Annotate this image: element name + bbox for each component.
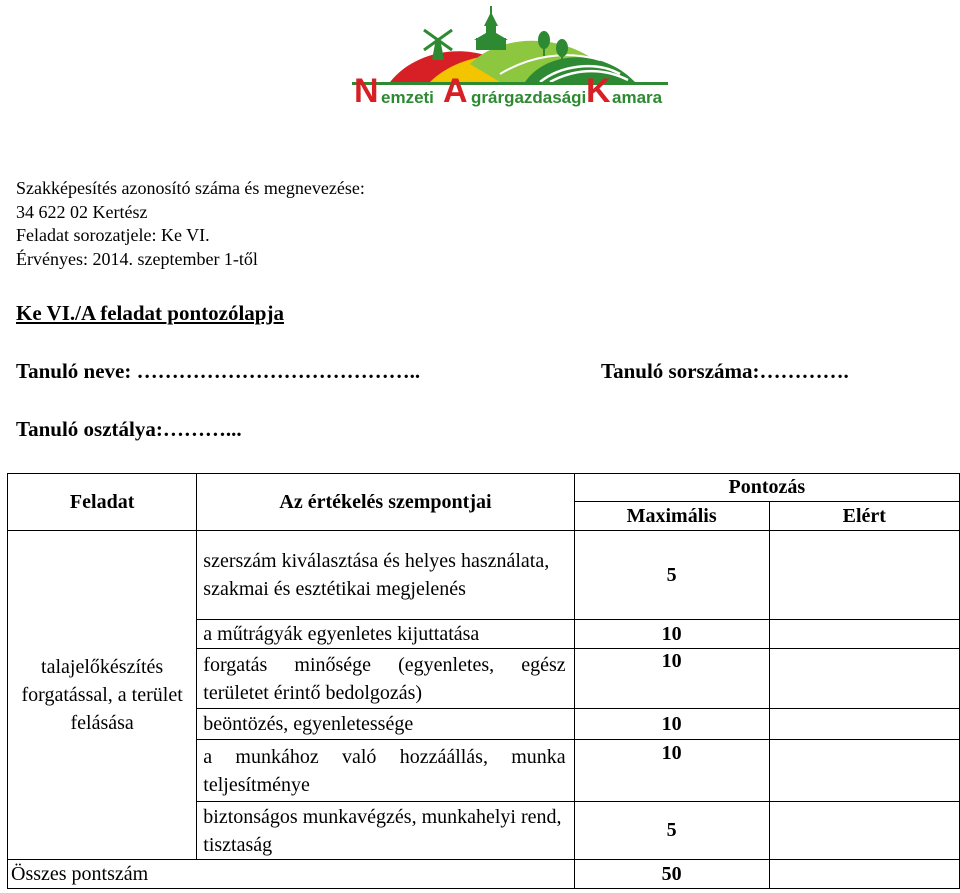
criterion-cell: beöntözés, egyenletessége bbox=[197, 709, 574, 740]
logo-letter-k: K bbox=[586, 72, 611, 110]
info-line-qualification: Szakképesítés azonosító száma és megnevezése: bbox=[16, 178, 365, 198]
max-score-cell: 10 bbox=[574, 649, 769, 709]
total-max-score: 50 bbox=[574, 860, 769, 889]
logo-word-agrargazdasagi: grárgazdasági bbox=[471, 88, 587, 107]
logo-word-kamara: amara bbox=[612, 88, 663, 107]
chamber-logo-text bbox=[352, 72, 668, 110]
logo-letter-n: N bbox=[354, 72, 379, 110]
church-icon bbox=[474, 6, 508, 50]
criterion-cell: a munkához való hozzáállás, munka teljesítménye bbox=[197, 740, 574, 802]
header-achieved: Elért bbox=[769, 502, 959, 531]
criterion-cell: a műtrágyák egyenletes kijuttatása bbox=[197, 620, 574, 649]
student-name-field[interactable]: Tanuló neve: ………………………………….. bbox=[16, 359, 421, 383]
info-line-code: 34 622 02 Kertész bbox=[16, 201, 148, 222]
logo-letter-a: A bbox=[443, 72, 468, 110]
max-score-cell: 10 bbox=[574, 740, 769, 802]
max-score-cell: 10 bbox=[574, 620, 769, 649]
header-criteria: Az értékelés szempontjai bbox=[197, 474, 574, 531]
info-line-valid: Érvényes: 2014. szeptember 1-től bbox=[16, 248, 258, 269]
logo-word-nemzeti: emzeti bbox=[381, 88, 434, 107]
total-row bbox=[8, 860, 960, 889]
achieved-score-cell[interactable] bbox=[769, 709, 959, 740]
header-scoring: Pontozás bbox=[574, 474, 959, 502]
criterion-cell: forgatás minősége (egyenletes, egész területet érintő bedolgozás) bbox=[197, 649, 574, 709]
header-max: Maximális bbox=[574, 502, 769, 531]
total-label: Összes pontszám bbox=[8, 860, 575, 889]
max-score-cell: 5 bbox=[574, 531, 769, 620]
header-task: Feladat bbox=[8, 474, 197, 531]
achieved-score-cell[interactable] bbox=[769, 531, 959, 620]
info-line-series: Feladat sorozatjele: Ke VI. bbox=[16, 225, 210, 246]
qualification-info bbox=[16, 177, 365, 271]
achieved-score-cell[interactable] bbox=[769, 620, 959, 649]
max-score-cell: 10 bbox=[574, 709, 769, 740]
total-achieved-score[interactable] bbox=[769, 860, 959, 889]
max-score-cell: 5 bbox=[574, 802, 769, 860]
student-number-field[interactable]: Tanuló sorszáma:…………. bbox=[601, 359, 849, 383]
scoring-table bbox=[7, 473, 960, 889]
student-class-field[interactable]: Tanuló osztálya:………... bbox=[16, 417, 242, 441]
achieved-score-cell[interactable] bbox=[769, 649, 959, 709]
criterion-cell: szerszám kiválasztása és helyes használata, szakmai és esztétikai megjelenés bbox=[197, 531, 574, 620]
page-title: Ke VI./A feladat pontozólapja bbox=[16, 301, 284, 325]
achieved-score-cell[interactable] bbox=[769, 740, 959, 802]
achieved-score-cell[interactable] bbox=[769, 802, 959, 860]
task-name: talajelőkészítés forgatással, a terület felásása bbox=[8, 531, 197, 860]
table-row bbox=[8, 531, 960, 620]
criterion-cell: biztonságos munkavégzés, munkahelyi rend, tisztaság bbox=[197, 802, 574, 860]
